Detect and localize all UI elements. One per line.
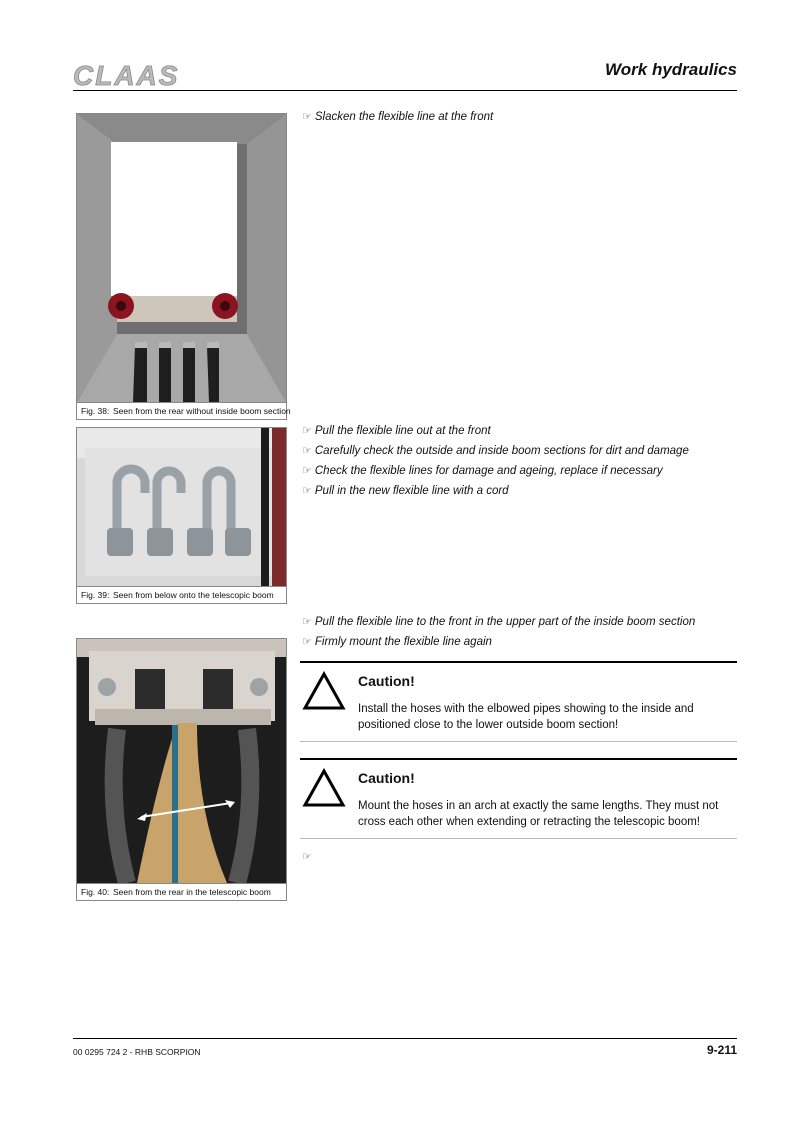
step-2-text: Pull the flexible line out at the front [314,425,491,437]
hand-pointer-icon: ☞ [302,111,312,123]
caution-box-1 [300,661,737,742]
caution-1-text: Install the hoses with the elbowed pipes showing to the inside and positioned close to the lower outside boom section! [358,703,694,731]
figure-39-caption [77,586,286,603]
figure-38-caption [77,402,291,419]
figure-39-photo [77,428,286,586]
hand-pointer-icon: ☞ [302,445,312,457]
caution-box-2 [300,758,737,839]
header-rule [73,90,737,91]
claas-logo [73,60,199,90]
step-4-text: Check the flexible lines for damage and ageing, replace if necessary [314,465,663,477]
warning-triangle-icon [302,671,346,711]
caution-2-text: Mount the hoses in an arch at exactly the same lengths. They must not cross each other when extending or retracting the telescopic boom! [358,800,719,828]
figure-40-text: Seen from the rear in the telescopic boom [113,887,271,897]
step-4 [302,464,663,477]
caution-2-title: Caution! [358,770,415,786]
footer-rule [73,1038,737,1039]
step-3 [302,444,689,457]
figure-38 [76,113,291,420]
hand-pointer-icon: ☞ [302,851,312,863]
figure-40 [76,638,287,901]
step-6-text: Pull the flexible line to the front in the upper part of the inside boom section [314,616,696,628]
hand-pointer-icon: ☞ [302,485,312,497]
figure-40-number: Fig. 40: [81,887,110,897]
page-title: Work hydraulics [605,60,737,79]
step-7-text: Firmly mount the flexible line again [314,636,492,648]
step-5-text: Pull in the new flexible line with a cord [314,485,509,497]
figure-39-number: Fig. 39: [81,590,110,600]
step-1-text: Slacken the flexible line at the front [314,111,494,123]
step-7 [302,635,492,648]
step-5 [302,484,509,497]
figure-38-photo [77,114,286,402]
figure-39-text: Seen from below onto the telescopic boom [113,590,274,600]
figure-38-text: Seen from the rear without inside boom section [113,406,291,416]
figure-40-caption [77,883,286,900]
step-2 [302,424,491,437]
document-number: 00 0295 724 2 - RHB SCORPION [73,1047,201,1057]
page-number: 9-211 [706,1043,737,1057]
figure-39 [76,427,287,604]
caution-1-title: Caution! [358,673,415,689]
warning-triangle-icon [302,768,346,808]
hand-pointer-icon: ☞ [302,425,312,437]
step-8 [302,850,315,863]
hand-pointer-icon: ☞ [302,636,312,648]
step-6 [302,615,695,628]
hand-pointer-icon: ☞ [302,616,312,628]
logo-text: CLAAS [73,60,180,90]
hand-pointer-icon: ☞ [302,465,312,477]
step-3-text: Carefully check the outside and inside boom sections for dirt and damage [314,445,689,457]
figure-38-number: Fig. 38: [81,406,110,416]
figure-40-photo [77,639,286,883]
step-1 [302,110,493,123]
